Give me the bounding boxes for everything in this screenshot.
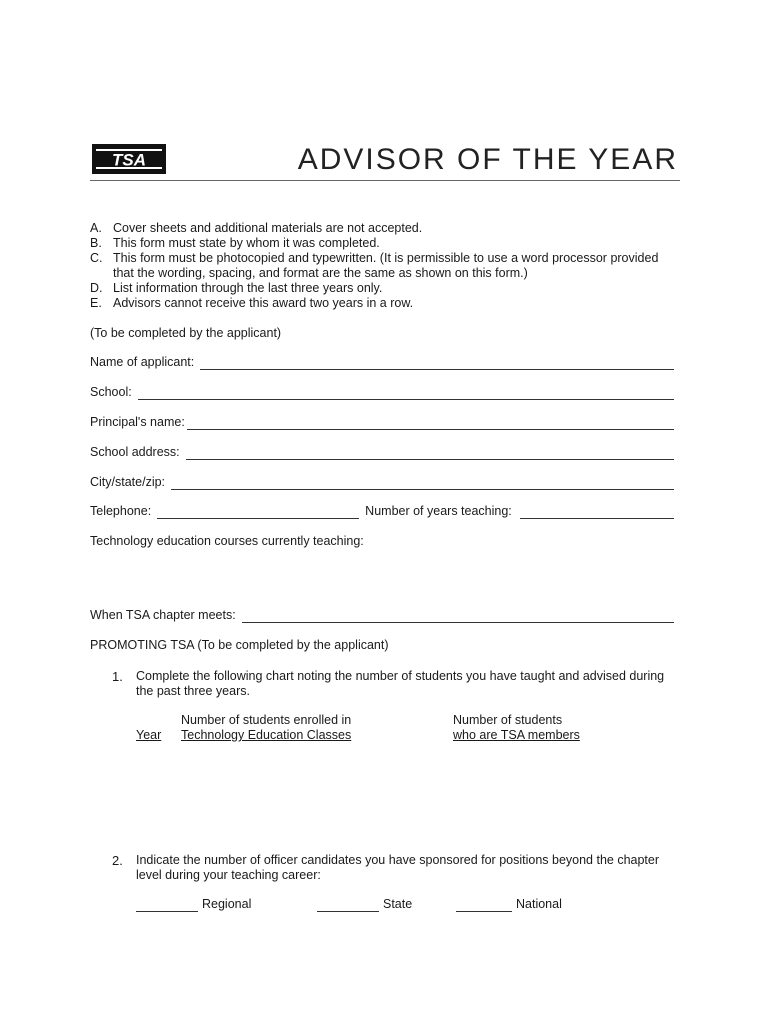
regional-entry xyxy=(136,897,251,912)
instruction-item xyxy=(90,251,680,281)
instruction-letter: B. xyxy=(90,236,102,250)
city-state-zip-label: City/state/zip: xyxy=(90,475,166,489)
chapter-meets-label: When TSA chapter meets: xyxy=(90,608,236,622)
state-input[interactable] xyxy=(317,899,379,912)
tsa-logo xyxy=(92,144,166,174)
instruction-item xyxy=(90,296,680,311)
applicant-note: (To be completed by the applicant) xyxy=(90,326,282,340)
national-input[interactable] xyxy=(456,899,512,912)
years-teaching-input[interactable] xyxy=(520,506,674,519)
applicant-name-label: Name of applicant: xyxy=(90,355,195,369)
principal-field xyxy=(90,415,674,430)
instruction-letter: C. xyxy=(90,251,103,265)
item-1-number: 1. xyxy=(112,669,123,684)
courses-label: Technology education courses currently teaching: xyxy=(90,534,364,548)
logo-text: TSA xyxy=(112,150,146,170)
principal-input[interactable] xyxy=(187,417,674,430)
city-state-zip-input[interactable] xyxy=(171,477,674,490)
instruction-item xyxy=(90,281,680,296)
year-header-text: Year xyxy=(136,728,162,742)
applicant-name-input[interactable] xyxy=(200,357,674,370)
instruction-text: List information through the last three years only. xyxy=(113,281,383,295)
instruction-item xyxy=(90,221,680,236)
telephone-row xyxy=(90,504,674,519)
principal-label: Principal's name: xyxy=(90,415,185,429)
state-entry xyxy=(317,897,412,912)
telephone-label: Telephone: xyxy=(90,504,152,518)
applicant-name-field xyxy=(90,355,674,370)
school-field xyxy=(90,385,674,400)
members-header-line2: who are TSA members xyxy=(453,728,580,742)
page-title: ADVISOR OF THE YEAR xyxy=(297,143,678,176)
school-address-input[interactable] xyxy=(186,447,674,460)
enrolled-header-line1: Number of students enrolled in xyxy=(181,713,352,727)
instruction-letter: A. xyxy=(90,221,102,235)
regional-label: Regional xyxy=(202,897,252,911)
national-label: National xyxy=(516,897,562,911)
state-label: State xyxy=(383,897,413,911)
years-teaching-label: Number of years teaching: xyxy=(365,504,512,518)
national-entry xyxy=(456,897,562,912)
instruction-text: This form must be photocopied and typewritten. (It is permissible to use a word processor provided that the wording, spacing, and format are the same as shown on this form.) xyxy=(113,251,659,280)
chapter-meets-input[interactable] xyxy=(242,610,674,623)
school-address-field xyxy=(90,445,674,460)
instruction-letter: E. xyxy=(90,296,102,310)
enrolled-header-line2: Technology Education Classes xyxy=(181,728,352,742)
item-1-text: Complete the following chart noting the number of students you have taught and advised during the past three years. xyxy=(136,669,665,698)
item-2-number: 2. xyxy=(112,853,123,868)
instruction-item xyxy=(90,236,680,251)
members-header-line1: Number of students xyxy=(453,713,563,727)
members-column-header xyxy=(453,713,580,743)
school-input[interactable] xyxy=(138,387,674,400)
year-column-header xyxy=(136,728,161,743)
regional-input[interactable] xyxy=(136,899,198,912)
instructions-list xyxy=(90,221,680,311)
chapter-meets-field xyxy=(90,608,674,623)
school-label: School: xyxy=(90,385,132,399)
instruction-letter: D. xyxy=(90,281,103,295)
telephone-input[interactable] xyxy=(157,506,359,519)
instruction-text: This form must state by whom it was completed. xyxy=(113,236,380,250)
item-2-text: Indicate the number of officer candidates you have sponsored for positions beyond the chapter level during your teaching career: xyxy=(136,853,660,882)
city-state-zip-field xyxy=(90,475,674,490)
item-1 xyxy=(112,669,680,699)
instruction-text: Advisors cannot receive this award two years in a row. xyxy=(113,296,414,310)
instruction-text: Cover sheets and additional materials are not accepted. xyxy=(113,221,423,235)
promoting-heading: PROMOTING TSA (To be completed by the applicant) xyxy=(90,638,389,652)
title-divider xyxy=(90,180,680,181)
enrolled-column-header xyxy=(181,713,351,743)
item-2 xyxy=(112,853,680,883)
school-address-label: School address: xyxy=(90,445,180,459)
